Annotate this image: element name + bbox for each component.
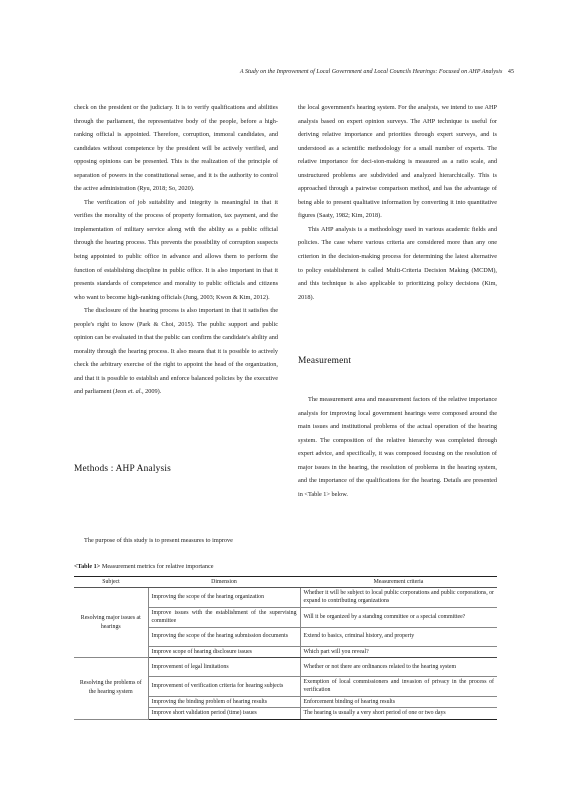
dimension-cell: Improving the binding problem of hearing results — [148, 696, 300, 707]
criteria-cell: The hearing is usually a very short period of one or two days — [300, 708, 497, 719]
criteria-cell: Extend to basics, criminal history, and property — [300, 627, 497, 646]
criteria-cell: Which part will you reveal? — [300, 646, 497, 657]
paragraph: The measurement area and measurement factors of the relative importance analysis for improving local government hearings were composed around the main issues and institutional problems of the actual operation of the hearing system. The composition of the relative hierarchy was completed through expert advice, and specifically, it was composed focusing on the resolution of major issues in the hearing, the resolution of problems in the hearing system, and the importance of the qualifications for the hearing. Details are presented in <Table 1> below. — [298, 396, 497, 498]
dimension-cell: Improvement of verification criteria for hearing subjects — [148, 677, 300, 697]
paragraph: check on the president or the judiciary. It is to verify qualifications and abilities through the parliament, the representative body of the people, before a high-ranking official is appointed. Therefore, corruption, immoral candidates, and candidates without competence by the president will be actively verified, and opposing opinions can be presented. This is the realization of the principle of separation of powers in the constitutional sense, and it is the authority to control the active administration (Ryu, 2018; So, 2020). — [74, 104, 278, 193]
dimension-cell: Improvement of legal limitations — [148, 658, 300, 677]
paragraph: The verification of job suitability and integrity is meaningful in that it verifies the morality of the process of property formation, tax payment, and the implementation of military service along with the ability as a public official through the hearing process. This prevents the possibility of corruption suspects being appointed to public office in advance and allows them to perform the function of establishing discipline in public office. It is also important in that it presents standards of competence and morality to public officials and citizens who want to become high-ranking officials (Jung, 2003; Kwon & Kim, 2012). — [74, 198, 278, 301]
criteria-cell: Whether or not there are ordinances related to the hearing system — [300, 658, 497, 677]
header-dimension: Dimension — [148, 577, 300, 588]
paragraph: The disclosure of the hearing process is also important in that it satisfies the people's right to know (Park & Choi, 2015). The public support and public opinion can be evaluated in that the public can confirm the candidate's ability and morality through the hearing process. It also means that it is possible to actively check the arbitrary exercise of the right to appoint the head of the organization, and that it is possible to establish and enforce balanced policies by the executive and parliament (Jeon et. al., 2009). — [74, 307, 279, 396]
dimension-cell: Improve scope of hearing disclosure issues — [148, 646, 300, 657]
header-criteria: Measurement criteria — [300, 577, 497, 588]
left-column — [74, 101, 278, 399]
criteria-cell: Exemption of local commissioners and invasion of privacy in the process of verification — [300, 677, 497, 697]
table-caption: <Table 1> Measurement metrics for relative importance — [74, 563, 214, 570]
dimension-cell: Improve issues with the establishment of the supervising committee — [148, 607, 300, 627]
running-header — [60, 69, 514, 75]
paragraph: the local government's hearing system. For the analysis, we intend to use AHP analysis based on expert opinion surveys. The AHP technique is useful for deriving relative importance and priorities through expert surveys, and is understood as a scientific methodology for a small number of experts. The relative importance for deci-sion-making is measured as a ratio scale, and unstructured problems are subdivided and analyzed hierarchically. This is approached through a pairwise comparison method, and has the advantage of being able to present qualitative information by converting it into quantitative figures (Saaty, 1982; Kim, 2018). — [298, 104, 497, 220]
table-row — [74, 658, 497, 677]
section-title-measurement: Measurement — [298, 356, 352, 366]
paragraph: The purpose of this study is to present measures to improve — [84, 537, 233, 544]
left-column-continued — [74, 534, 278, 548]
right-column — [298, 101, 497, 304]
table-header-row — [74, 577, 497, 588]
right-column-continued — [298, 393, 497, 501]
dimension-cell: Improving the scope of the hearing organization — [148, 588, 300, 608]
page-number: 45 — [507, 69, 514, 75]
criteria-cell: Whether it will be subject to local public corporations and public corporations, or expand to contributing organizations — [300, 588, 497, 608]
subject-cell: Resolving major issues at hearings — [74, 588, 148, 658]
paragraph: This AHP analysis is a methodology used in various academic fields and policies. The case where various criteria are considered more than any one criterion in the decision-making process for determining the latest alternative to policy establishment is called Multi-Criteria Decision Making (MCDM), and this technique is also applicable to prioritizing policy decisions (Kim, 2018). — [298, 225, 497, 301]
table-row — [74, 588, 497, 608]
dimension-cell: Improving the scope of the hearing submission documents — [148, 627, 300, 646]
metrics-table — [74, 576, 497, 720]
header-subject: Subject — [74, 577, 148, 588]
criteria-cell: Enforcement binding of hearing results — [300, 696, 497, 707]
dimension-cell: Improve short validation period (time) issues — [148, 708, 300, 719]
section-title-methods: Methods : AHP Analysis — [74, 464, 172, 474]
subject-cell: Resolving the problems of the hearing system — [74, 658, 148, 720]
running-title: A Study on the Improvement of Local Government and Local Councils Hearings: Focused on AHP Analysis — [239, 69, 503, 75]
criteria-cell: Will it be organized by a standing committee or a special committee? — [300, 607, 497, 627]
